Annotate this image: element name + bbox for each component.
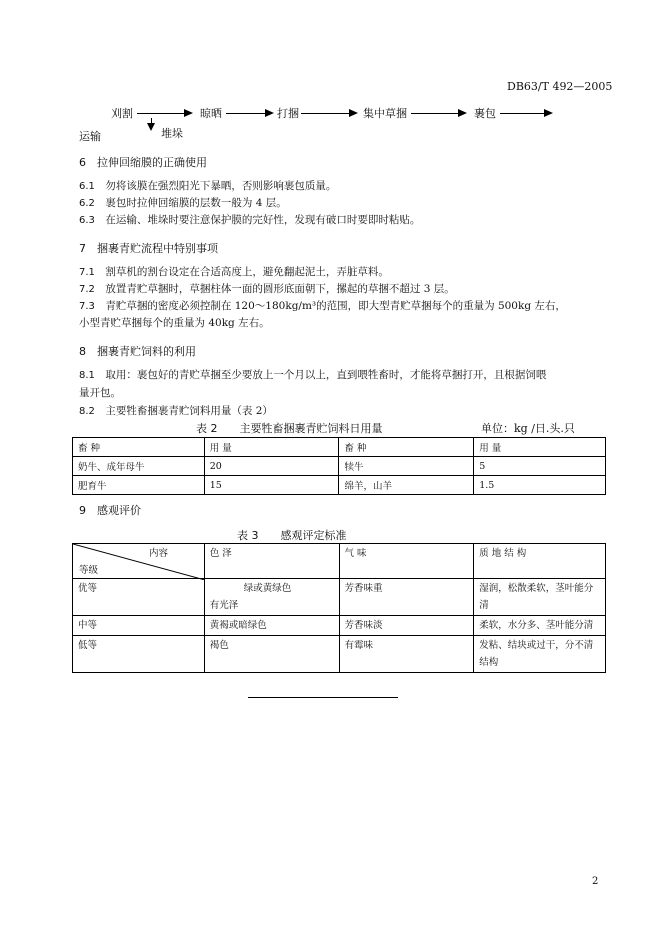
table-cell: 犊牛 xyxy=(339,457,474,476)
smell-cell: 芳香味重 xyxy=(339,579,474,616)
texture-cell xyxy=(474,636,606,673)
flow-arrow xyxy=(500,113,551,114)
corner-label-grade: 等级 xyxy=(79,565,99,576)
cell-line: 清 xyxy=(479,600,489,611)
cell-line: 黄褐或暗绿色 xyxy=(209,620,267,631)
table-row xyxy=(73,579,606,616)
table-header-row xyxy=(73,438,606,457)
header-cell: 气 味 xyxy=(339,544,474,579)
smell-cell: 芳香味淡 xyxy=(339,616,474,636)
flow-arrow xyxy=(226,113,272,114)
cell-line: 结构 xyxy=(479,657,499,668)
table-header-row xyxy=(73,544,606,579)
smell-cell: 有霉味 xyxy=(339,636,474,673)
cell-line: 褐色 xyxy=(209,640,229,651)
table-row xyxy=(73,457,606,476)
clause-8-1-cont: 量开包。 xyxy=(79,387,121,399)
table-cell: 肥育牛 xyxy=(73,476,205,495)
grade-cell: 优等 xyxy=(73,579,205,616)
clause-number: 6.1 xyxy=(79,181,95,192)
cell-line: 湿润，松散柔软，茎叶能分 xyxy=(479,583,594,594)
clause-number: 7.3 xyxy=(79,301,95,312)
clause-6-3 xyxy=(79,211,605,230)
flow-step-baling: 打捆 xyxy=(277,107,299,120)
flow-arrow-down xyxy=(151,118,152,128)
table-2 xyxy=(72,437,606,495)
clause-7-3-cont: 小型青贮草捆每个的重量为 40kg 左右。 xyxy=(79,317,270,329)
corner-label-content: 内容 xyxy=(149,548,169,559)
cell-line: 柔软，水分多、茎叶能分清 xyxy=(479,620,594,631)
flow-step-collect: 集中草捆 xyxy=(363,107,407,120)
section-9-heading: 9 感观评价 xyxy=(79,504,141,517)
table-2-unit: 单位：kg /日.头.只 xyxy=(481,422,575,435)
table-3-caption: 表 3 感观评定标准 xyxy=(237,529,347,542)
table-cell: 5 xyxy=(474,457,606,476)
cell-line: 绿或黄绿色 xyxy=(243,583,292,594)
color-cell xyxy=(204,636,339,673)
page-number: 2 xyxy=(592,876,599,887)
table-3 xyxy=(72,543,606,673)
flow-step-transport: 运输 xyxy=(79,130,101,143)
table-cell: 奶牛、成年母牛 xyxy=(73,457,205,476)
section-6-heading: 6 拉伸回缩膜的正确使用 xyxy=(79,156,207,169)
clause-text: 取用：裹包好的青贮草捆至少要放上一个月以上，直到喂牲畜时，才能将草捆打开，且根据饲喂 xyxy=(105,369,547,381)
clause-text: 在运输、堆垛时要注意保护膜的完好性，发现有破口时要即时粘贴。 xyxy=(105,214,421,226)
header-cell: 畜 种 xyxy=(73,438,205,457)
clause-text: 青贮草捆的密度必须控制在 120～180kg/m³的范围，即大型青贮草捆每个的重量为 500kg 左右， xyxy=(105,300,566,312)
table-row xyxy=(73,476,606,495)
end-rule xyxy=(248,697,398,698)
color-cell xyxy=(204,616,339,636)
clause-text: 主要牲畜捆裹青贮饲料用量（表 2） xyxy=(105,405,273,417)
clause-number: 7.2 xyxy=(79,284,95,295)
flow-step-cutting: 刈割 xyxy=(111,107,133,120)
flow-arrow xyxy=(301,113,356,114)
clause-text: 裹包时拉伸回缩膜的层数一般为 4 层。 xyxy=(105,197,287,209)
table-2-caption: 表 2 主要牲畜捆裹青贮饲料日用量 xyxy=(196,422,383,435)
table-cell: 绵羊，山羊 xyxy=(339,476,474,495)
grade-cell: 中等 xyxy=(73,616,205,636)
clause-number: 8.1 xyxy=(79,370,95,381)
clause-number: 6.3 xyxy=(79,215,95,226)
flow-step-wrapping: 裹包 xyxy=(474,107,496,120)
section-7-heading: 7 捆裹青贮流程中特别事项 xyxy=(79,242,218,255)
clause-number: 6.2 xyxy=(79,198,95,209)
clause-text: 勿将该膜在强烈阳光下暴晒，否则影响裹包质量。 xyxy=(105,180,337,192)
texture-cell xyxy=(474,616,606,636)
header-cell: 畜 种 xyxy=(339,438,474,457)
clause-8-1 xyxy=(79,366,605,385)
cell-line: 发粘、结块或过干，分不清 xyxy=(479,640,594,651)
clause-text: 放置青贮草捆时，草捆柱体一面的圆形底面朝下，摞起的草捆不超过 3 层。 xyxy=(105,283,455,295)
header-cell: 用 量 xyxy=(204,438,339,457)
flow-step-stacking: 堆垛 xyxy=(161,127,183,140)
table-cell: 15 xyxy=(204,476,339,495)
flow-step-drying: 晾晒 xyxy=(200,107,222,120)
doc-code: DB63/T 492—2005 xyxy=(507,80,613,93)
header-cell: 色 泽 xyxy=(204,544,339,579)
clause-number: 7.1 xyxy=(79,267,95,278)
corner-header-cell xyxy=(73,544,205,579)
grade-cell: 低等 xyxy=(73,636,205,673)
clause-text: 割草机的割台设定在合适高度上，避免翻起泥土，弄脏草料。 xyxy=(105,266,389,278)
header-cell: 质 地 结 构 xyxy=(474,544,606,579)
table-row xyxy=(73,636,606,673)
table-cell: 1.5 xyxy=(474,476,606,495)
flow-arrow xyxy=(137,113,191,114)
header-cell: 用 量 xyxy=(474,438,606,457)
color-cell xyxy=(204,579,339,616)
clause-8-2 xyxy=(79,402,605,421)
table-row xyxy=(73,616,606,636)
cell-line: 有光泽 xyxy=(209,600,239,611)
texture-cell xyxy=(474,579,606,616)
table-cell: 20 xyxy=(204,457,339,476)
section-8-heading: 8 捆裹青贮饲料的利用 xyxy=(79,345,196,358)
clause-number: 8.2 xyxy=(79,406,95,417)
flow-arrow xyxy=(411,113,465,114)
